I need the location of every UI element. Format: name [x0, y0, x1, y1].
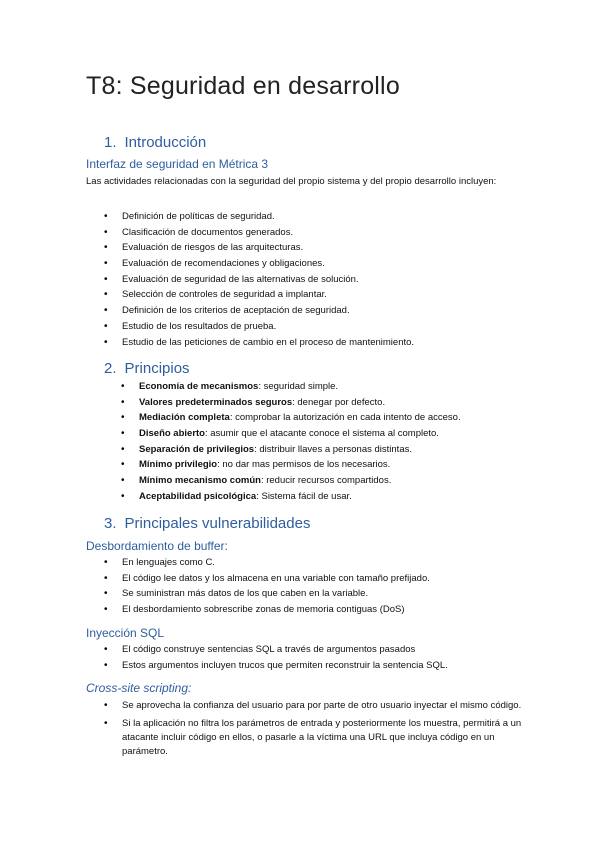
list-item: • Mínimo privilegio: no dar mas permisos de los necesarios.: [121, 459, 391, 471]
list-item: • El código lee datos y los almacena en una variable con tamaño prefijado.: [104, 572, 430, 584]
bullet-icon: •: [104, 211, 108, 222]
bullet-icon: •: [121, 475, 125, 487]
section-number: 3.: [104, 515, 117, 532]
list-item: • Economía de mecanismos: seguridad simple.: [121, 381, 339, 392]
bullet-icon: •: [104, 557, 108, 568]
bullet-icon: •: [121, 490, 125, 502]
bullet-icon: •: [104, 336, 108, 348]
list-item: • Estudio de los resultados de prueba.: [104, 320, 277, 332]
bullet-icon: •: [104, 572, 108, 584]
bullet-icon: •: [104, 718, 108, 729]
list-item: • Se aprovecha la confianza del usuario para por parte de otro usuario inyectar el mismo código.: [104, 700, 522, 711]
bullet-icon: •: [121, 443, 125, 455]
section-heading-principios: [104, 360, 190, 377]
list-item: • Mínimo mecanismo común: reducir recursos compartidos.: [121, 475, 392, 487]
list-item: • Evaluación de seguridad de las alternativas de solución.: [104, 273, 359, 285]
document-title: T8: Seguridad en desarrollo: [86, 72, 400, 100]
section-title: Principales vulnerabilidades: [124, 515, 311, 532]
bullet-icon: •: [104, 242, 108, 254]
bullet-icon: •: [121, 412, 125, 424]
intro-paragraph: Las actividades relacionadas con la seguridad del propio sistema y del propio desarrollo incluyen:: [86, 176, 497, 187]
bullet-icon: •: [104, 289, 108, 301]
bullet-icon: •: [121, 381, 125, 392]
principles-list: [121, 381, 461, 507]
section-heading-vulnerabilidades: [104, 515, 310, 532]
section-number: 2.: [104, 360, 117, 377]
section-title: Introducción: [124, 134, 207, 151]
bullet-icon: •: [104, 258, 108, 270]
bullet-icon: •: [104, 700, 108, 711]
bullet-icon: •: [104, 320, 108, 332]
list-item: • Valores predeterminados seguros: denegar por defecto.: [121, 396, 386, 408]
subsection-heading-buffer: Desbordamiento de buffer:: [86, 539, 228, 553]
bullet-icon: •: [121, 459, 125, 471]
list-item: • Evaluación de riesgos de las arquitecturas.: [104, 242, 304, 254]
bullet-icon: •: [104, 659, 108, 671]
list-item: • Se suministran más datos de los que caben en la variable.: [104, 588, 369, 599]
metrica-activities-list: [104, 211, 414, 352]
bullet-icon: •: [121, 396, 125, 408]
list-item: • Clasificación de documentos generados.: [104, 226, 294, 238]
section-number: 1.: [104, 134, 117, 151]
subsection-heading-xss: Cross-site scripting:: [86, 681, 192, 695]
bullet-icon: •: [104, 603, 108, 615]
sql-injection-list: [104, 644, 448, 675]
buffer-overflow-list: [104, 557, 430, 619]
bullet-icon: •: [121, 428, 125, 440]
list-item: • Estos argumentos incluyen trucos que permiten reconstruir la sentencia SQL.: [104, 659, 448, 671]
list-item: • Evaluación de recomendaciones y obligaciones.: [104, 258, 325, 270]
bullet-icon: •: [104, 273, 108, 285]
bullet-icon: •: [104, 226, 108, 238]
list-item: • Estudio de las peticiones de cambio en el proceso de mantenimiento.: [104, 336, 415, 348]
bullet-icon: •: [104, 305, 108, 317]
list-item: • En lenguajes como C.: [104, 557, 215, 568]
list-item: • Definición de los criterios de aceptación de seguridad.: [104, 305, 350, 317]
bullet-icon: •: [104, 644, 108, 655]
bullet-icon: •: [104, 588, 108, 599]
subsection-heading-sql-injection: Inyección SQL: [86, 626, 165, 640]
list-item: • Aceptabilidad psicológica: Sistema fácil de usar.: [121, 490, 352, 502]
list-item: • El código construye sentencias SQL a través de argumentos pasados: [104, 644, 416, 655]
list-item: • Separación de privilegios: distribuir llaves a personas distintas.: [121, 443, 412, 455]
subsection-heading-metrica: Interfaz de seguridad en Métrica 3: [86, 157, 269, 171]
section-title: Principios: [124, 360, 190, 377]
xss-list: [104, 699, 524, 759]
list-item: • Si la aplicación no filtra los parámetros de entrada y posteriormente los muestra, permitirá a un atacante incluir código en ellos, o pasarle a la víctima una URL que incluya código en un parámetro.: [104, 718, 522, 757]
list-item: • Mediación completa: comprobar la autorización en cada intento de acceso.: [121, 412, 461, 424]
list-item: • Selección de controles de seguridad a implantar.: [104, 289, 327, 301]
list-item: • Diseño abierto: asumir que el atacante conoce el sistema al completo.: [121, 428, 439, 440]
list-item: • El desbordamiento sobrescribe zonas de memoria contiguas (DoS): [104, 603, 405, 615]
section-heading-introduccion: [104, 134, 206, 151]
list-item: • Definición de políticas de seguridad.: [104, 211, 275, 222]
